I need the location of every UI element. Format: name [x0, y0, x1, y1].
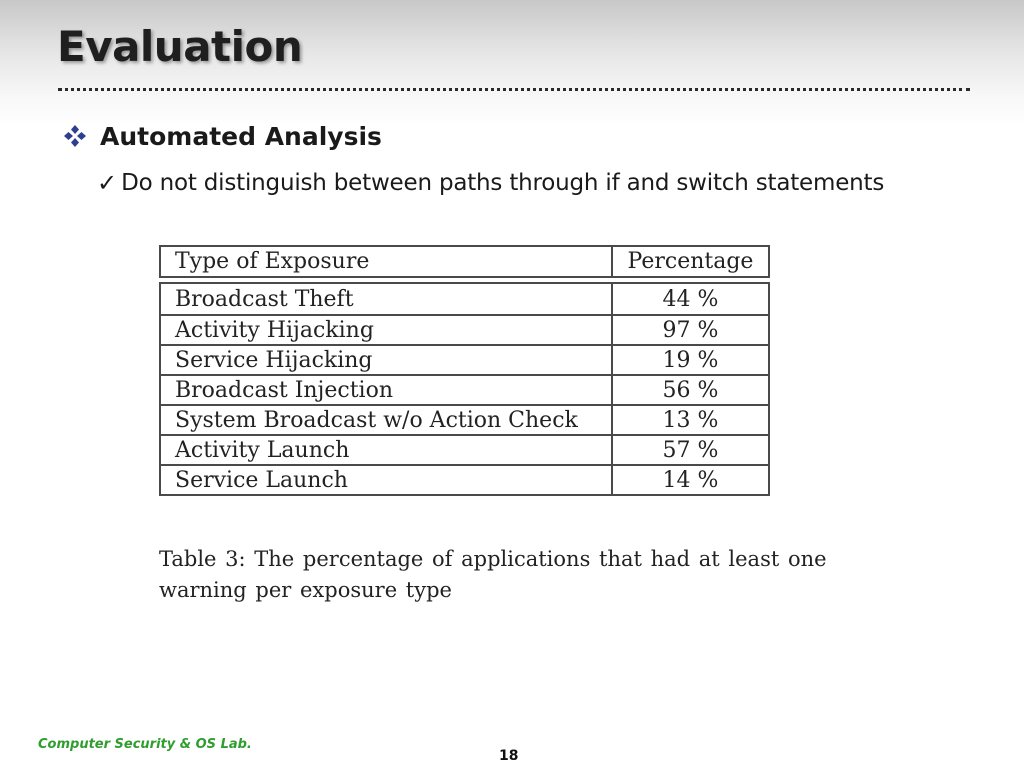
percentage-cell: 44 % — [662, 286, 719, 312]
percentage-cell: 13 % — [662, 407, 719, 433]
bullet-level2-text: Do not distinguish between paths through if and switch statements — [121, 170, 885, 196]
exposure-type-cell: Broadcast Injection — [161, 376, 613, 404]
bullet-level1-text: Automated Analysis — [100, 121, 382, 151]
table-caption: Table 3: The percentage of applications that had at least one warning per exposure type — [159, 547, 827, 602]
exposure-table — [159, 245, 770, 496]
title-divider — [58, 88, 970, 91]
percentage-cell: 56 % — [662, 377, 719, 403]
percentage-cell: 57 % — [662, 437, 719, 463]
table-row — [159, 404, 770, 434]
table-row — [159, 282, 770, 314]
diamond-bullet-icon — [62, 123, 88, 149]
table-header-type: Type of Exposure — [161, 247, 613, 276]
exposure-type-cell: Service Hijacking — [161, 346, 613, 374]
table-row — [159, 314, 770, 344]
table-row — [159, 344, 770, 374]
checkmark-icon: ✓ — [97, 169, 118, 197]
table-header-row — [159, 245, 770, 278]
exposure-type-cell: Broadcast Theft — [161, 284, 613, 314]
bullet-automated-analysis — [62, 118, 382, 154]
exposure-type-cell: Activity Hijacking — [161, 316, 613, 344]
exposure-type-cell: System Broadcast w/o Action Check — [161, 406, 613, 434]
exposure-type-cell: Activity Launch — [161, 436, 613, 464]
table-row — [159, 434, 770, 464]
percentage-cell: 14 % — [662, 467, 719, 493]
slide-title: Evaluation — [57, 22, 303, 71]
bullet-distinguish-paths — [97, 166, 884, 200]
percentage-cell: 97 % — [662, 317, 719, 343]
percentage-cell: 19 % — [662, 347, 719, 373]
table-row — [159, 464, 770, 496]
page-number: 18 — [499, 748, 519, 764]
footer-lab-name: Computer Security & OS Lab. — [38, 737, 252, 752]
exposure-type-cell: Service Launch — [161, 466, 613, 494]
table-row — [159, 374, 770, 404]
table-header-percentage: Percentage — [627, 249, 754, 274]
